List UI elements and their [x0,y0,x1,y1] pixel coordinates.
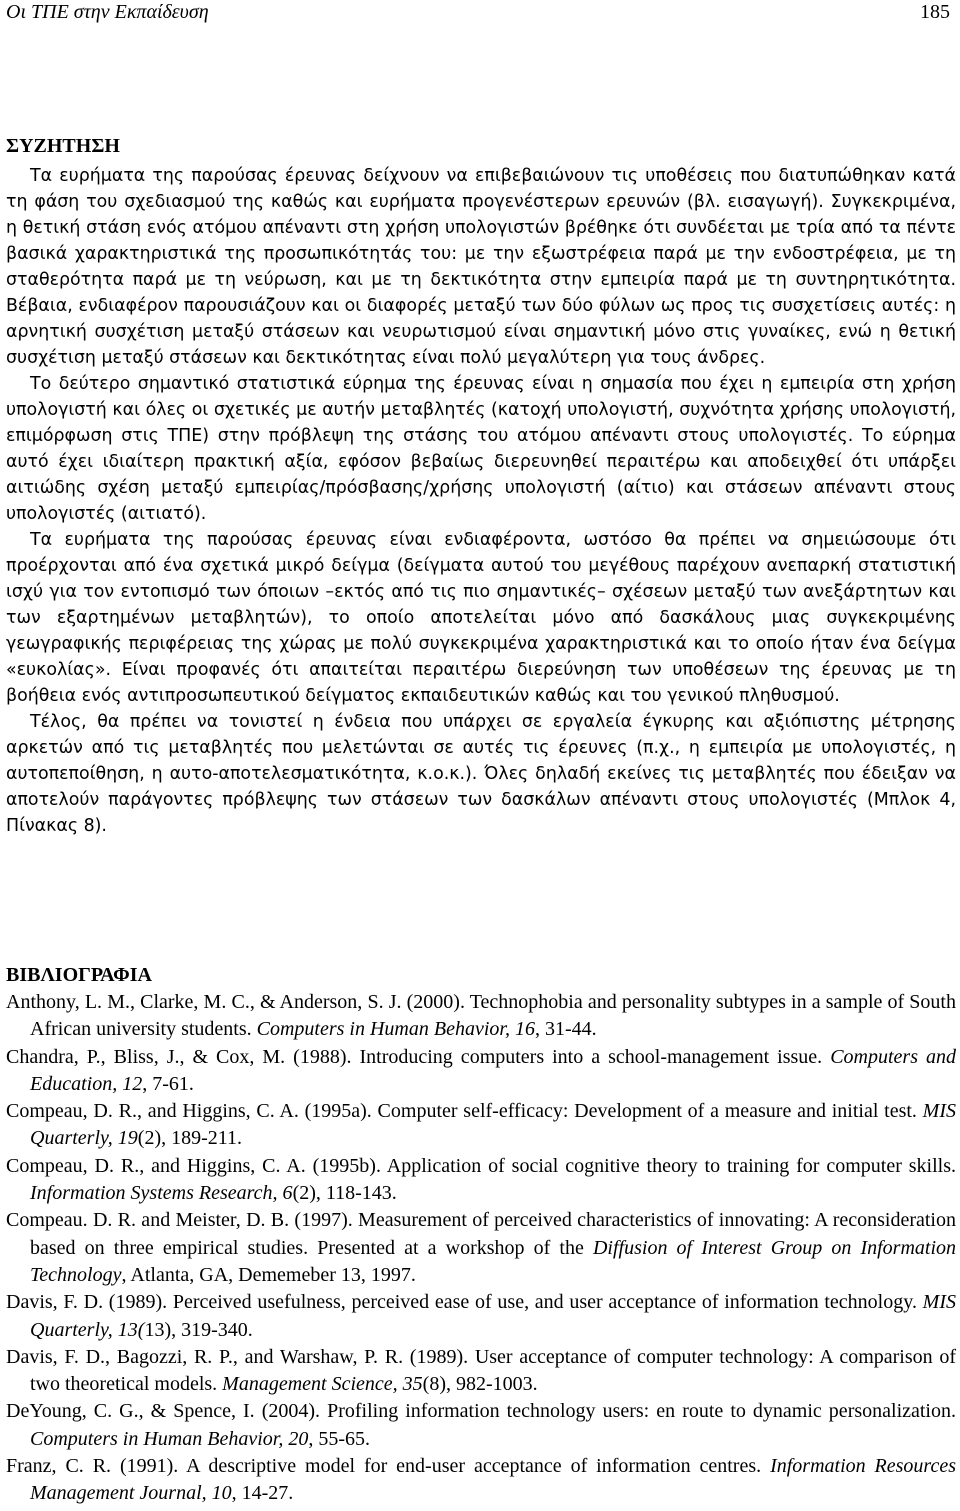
reference-text: Anthony, L. M., Clarke, M. C., & Anderson, S. J. (2000). Technophobia and personality subtypes in a sample of South African university students. [6,991,956,1041]
reference-source: Computers and Education, 12 [30,1045,956,1095]
reference-source: Computers in Human Behavior, 16 [256,1018,535,1041]
reference-source: MIS Quarterly, 13( [30,1291,956,1341]
reference-source: Information Systems Research, 6 [30,1182,293,1205]
reference-item [6,1207,956,1289]
reference-text: Chandra, P., Bliss, J., & Cox, M. (1988). Introducing computers into a school-management issue. [6,1045,831,1068]
paragraph: Το δεύτερο σημαντικό στατιστικά εύρημα της έρευνας είναι η σημασία που έχει η εμπειρία στη χρήση υπολογιστή και όλες οι σχετικές με αυτήν μεταβλητές (κατοχή υπολογιστή, συχνότητα χρήσης υπολογιστή, επιμόρφωση στις ΤΠΕ) στην πρόβλεψη της στάσης του ατόμου απέναντι στους υπολογιστές. Το εύρημα αυτό έχει ιδιαίτερη πρακτική αξία, εφόσον βεβαίως διερευνηθεί περαιτέρω και αποδειχθεί ότι υπάρξει αιτιώδης σχέση μεταξύ εμπειρίας/πρόσβασης/χρήσης υπολογιστή (αίτιο) και στάσεων απέναντι στους υπολογιστές (αιτιατό). [6,374,956,524]
reference-item [6,989,956,1044]
reference-source: Information Resources Management Journal, 10 [30,1455,956,1505]
reference-pages: , 31-44. [534,1018,597,1041]
reference-source: Diffusion of Interest Group on Information Technology [30,1236,956,1286]
section-title: ΣΥΖΗΤΗΣΗ [6,135,120,157]
reference-item [6,1044,956,1099]
running-header [6,0,950,26]
reference-pages: 13), 319-340. [144,1318,253,1341]
bibliography-title: ΒΙΒΛΙΟΓΡΑΦΙΑ [6,964,152,986]
reference-text: DeYoung, C. G., & Spence, I. (2004). Profiling information technology users: en route to dynamic personalization. [6,1400,956,1423]
reference-item [6,1098,956,1153]
reference-text: Compeau, D. R., and Higgins, C. A. (1995a). Computer self-efficacy: Development of a measure and initial test. [6,1100,923,1123]
reference-list [6,989,956,1508]
reference-pages: , 55-65. [308,1427,370,1450]
reference-item [6,1289,956,1344]
reference-item [6,1344,956,1399]
reference-pages: , Atlanta, GA, Dememeber 13, 1997. [121,1263,416,1286]
paragraph: Τέλος, θα πρέπει να τονιστεί η ένδεια που υπάρχει σε εργαλεία έγκυρης και αξιόπιστης μέτρησης αρκετών από τις μεταβλητές που μελετώνται σε αυτές τις έρευνες (π.χ., η εμπειρία με υπολογιστές, η αυτοπεποίθηση, η αυτο-αποτελεσματικότητα, κ.ο.κ.). Όλες δηλαδή εκείνες τις μεταβλητές που έδειξαν να αποτελούν παράγοντες πρόβλεψης των στάσεων των δασκάλων απέναντι στους υπολογιστές (Μπλοκ 4, Πίνακας 8). [6,712,956,836]
reference-text: Davis, F. D. (1989). Perceived usefulness, perceived ease of use, and user acceptance of information technology. [6,1291,923,1314]
reference-source: Computers in Human Behavior, 20 [30,1427,309,1450]
reference-source: Management Science, 35 [222,1373,423,1396]
reference-text: Compeau, D. R., and Higgins, C. A. (1995b). Application of social cognitive theory to training for computer skills. [6,1154,956,1177]
reference-text: Davis, F. D., Bagozzi, R. P., and Warshaw, P. R. (1989). User acceptance of computer technology: A comparison of two theoretical models. [6,1345,956,1396]
reference-pages: , 7-61. [142,1072,194,1095]
reference-text: Franz, C. R. (1991). A descriptive model for end-user acceptance of information centres. [6,1455,771,1478]
reference-source: MIS Quarterly, 19 [30,1100,956,1150]
reference-pages: (2), 118-143. [292,1182,397,1205]
reference-item [6,1153,956,1208]
page-number: 185 [920,1,950,23]
reference-item [6,1398,956,1453]
discussion-body [6,163,956,839]
reference-pages: (8), 982-1003. [422,1373,538,1396]
paragraph: Τα ευρήματα της παρούσας έρευνας δείχνουν να επιβεβαιώνουν τις υποθέσεις που διατυπώθηκαν κατά τη φάση του σχεδιασμού της καθώς και ευρήματα προγενέστερων ερευνών (βλ. εισαγωγή). Συγκεκριμένα, η θετική στάση ενός ατόμου απέναντι στη χρήση υπολογιστών βρέθηκε ότι συνδέεται με τρία από τα πέντε βασικά χαρακτηριστικά της προσωπικότητάς του: με την εξωστρέφεια παρά με την ενδοστρέφεια, με τη σταθερότητα παρά με τη νεύρωση, και με τη δεκτικότητα στην εμπειρία παρά με τη συντηρητικότητα. Βέβαια, ενδιαφέρον παρουσιάζουν και οι διαφορές μεταξύ των δύο φύλων ως προς τις συσχετίσεις αυτές: η αρνητική συσχέτιση μεταξύ στάσεων και νευρωτισμού είναι σημαντική μόνο στις γυναίκες, ενώ η θετική συσχέτιση μεταξύ στάσεων και δεκτικότητας είναι πολύ μεγαλύτερη για τους άνδρες. [6,166,956,368]
paragraph: Τα ευρήματα της παρούσας έρευνας είναι ενδιαφέροντα, ωστόσο θα πρέπει να σημειώσουμε ότι προέρχονται από ένα σχετικά μικρό δείγμα (δείγματα αυτού του μεγέθους παρέχουν ανεπαρκή στατιστική ισχύ για τον εντοπισμό των όποιων –εκτός από τις πιο σημαντικές– σχέσεων μεταξύ των ανεξάρτητων και των εξαρτημένων μεταβλητών), το οποίο αποτελείται μόνο από δασκάλους μιας συγκεκριμένης γεωγραφικής περιφέρειας της χώρας με πολύ συγκεκριμένα χαρακτηριστικά και το οποίο ήταν ένα δείγμα «ευκολίας». Είναι προφανές ότι απαιτείται περαιτέρω διερεύνηση των υποθέσεων της έρευνας με τη βοήθεια ενός αντιπροσωπευτικού δείγματος εκπαιδευτικών καθώς και του γενικού πληθυσμού. [6,530,956,706]
reference-item [6,1453,956,1508]
reference-pages: (2), 189-211. [137,1127,243,1150]
running-title: Οι ΤΠΕ στην Εκπαίδευση [6,1,209,23]
reference-text: Compeau. D. R. and Meister, D. B. (1997). Measurement of perceived characteristics of innovating: A reconsideration based on three empirical studies. Presented at a workshop of the [6,1209,956,1259]
reference-pages: , 14-27. [231,1482,294,1505]
